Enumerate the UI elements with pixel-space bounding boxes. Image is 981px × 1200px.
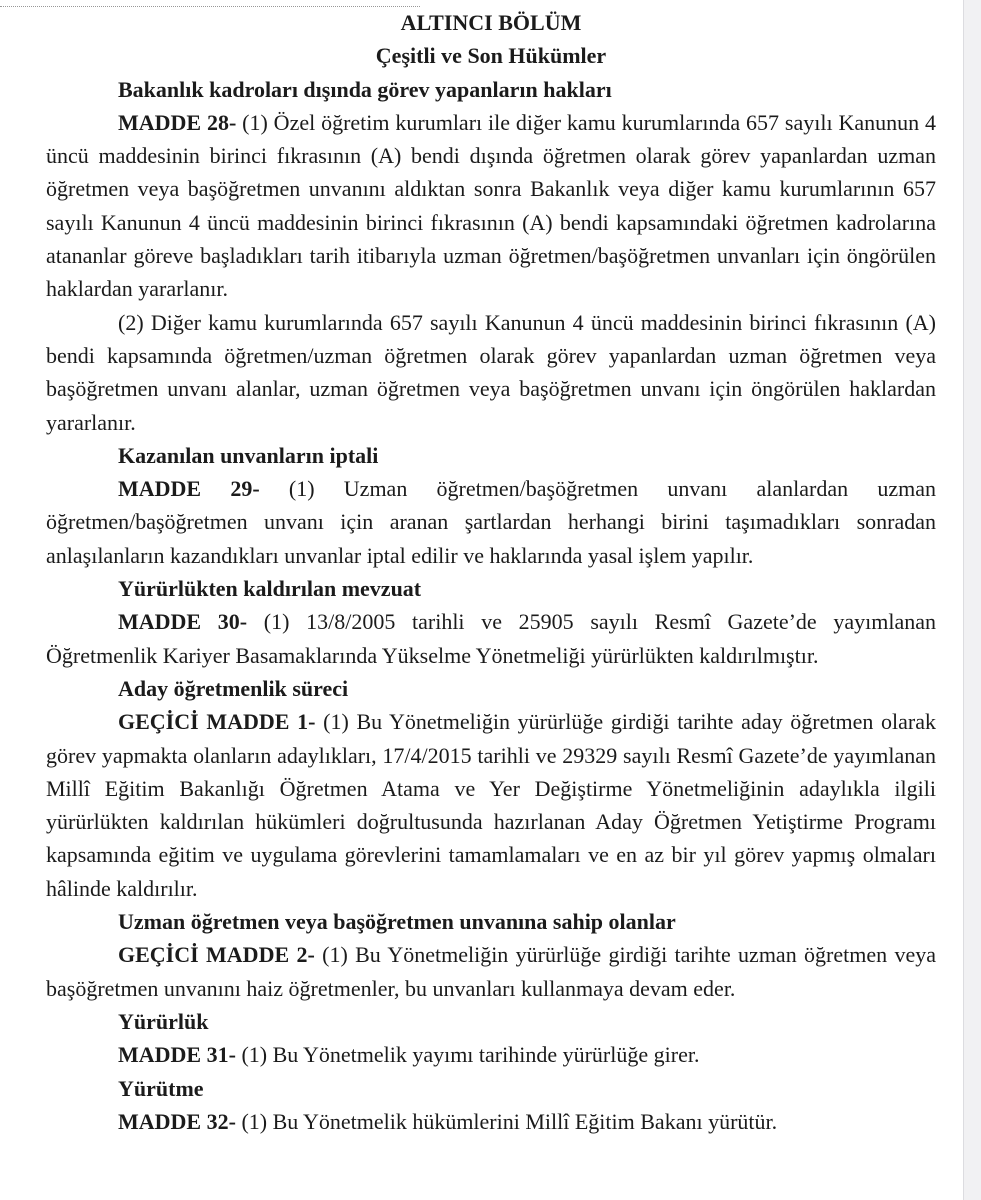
article-number: GEÇİCİ MADDE 2- bbox=[118, 942, 315, 968]
article-text: (1) Bu Yönetmelik hükümlerini Millî Eğitim Bakanı yürütür. bbox=[235, 1108, 778, 1134]
article-text: (1) Bu Yönetmelik yayımı tarihinde yürürlüğe girer. bbox=[235, 1042, 700, 1068]
article-text: (1) 13/8/2005 tarihli ve 25905 sayılı Resmî Gazete’de yayımlanan Öğretmenlik Kariyer Basamaklarında Yükselme Yönetmeliği yürürlükten kaldırılmıştır. bbox=[46, 609, 936, 668]
article-text: (1) Özel öğretim kurumları ile diğer kamu kurumlarında 657 sayılı Kanunun 4 üncü maddesinin birinci fıkrasının (A) bendi dışında öğretmen olarak görev yapanlardan uzman öğretmen veya başöğretmen unvanını aldıktan sonra Bakanlık veya diğer kamu kurumlarının 657 sayılı Kanunun 4 üncü maddesinin birinci fıkrasının (A) bendi kapsamındaki öğretmen kadrolarına atananlar göreve başladıkları tarih itibarıyla uzman öğretmen/başöğretmen unvanları için öngörülen haklardan yararlanır. bbox=[46, 109, 936, 302]
section-heading: Yürürlük bbox=[118, 1008, 209, 1034]
section-heading: Aday öğretmenlik süreci bbox=[118, 675, 349, 701]
article-paragraph bbox=[46, 1105, 936, 1138]
article-text: (1) Uzman öğretmen/başöğretmen unvanı alanlardan uzman öğretmen/başöğretmen unvanı için aranan şartlardan herhangi birini taşımadıkları sonradan anlaşılanların kazandıkları unvanlar iptal edilir ve haklarında yasal işlem yapılır. bbox=[46, 476, 936, 568]
document-content bbox=[46, 6, 936, 1138]
chapter-title: ALTINCI BÖLÜM bbox=[400, 10, 582, 35]
section-heading: Bakanlık kadroları dışında görev yapanların hakları bbox=[118, 76, 612, 102]
article-text: (2) Diğer kamu kurumlarında 657 sayılı Kanunun 4 üncü maddesinin birinci fıkrasının (A) bendi kapsamında öğretmen/uzman öğretmen olarak görev yapanlardan uzman öğretmen veya başöğretmen unvanı alanlar, uzman öğretmen veya başöğretmen unvanı için öngörülen haklardan yararlanır. bbox=[46, 309, 936, 435]
article-paragraph bbox=[46, 106, 936, 306]
section-heading: Uzman öğretmen veya başöğretmen unvanına sahip olanlar bbox=[118, 909, 676, 935]
article-number: MADDE 28- bbox=[118, 109, 237, 135]
article-paragraph bbox=[46, 306, 936, 439]
article-number: GEÇİCİ MADDE 1- bbox=[118, 709, 316, 735]
section-heading: Yürütme bbox=[118, 1075, 204, 1101]
article-number: MADDE 31- bbox=[118, 1042, 236, 1068]
article-paragraph bbox=[46, 1038, 936, 1071]
section-heading: Kazanılan unvanların iptali bbox=[118, 442, 379, 468]
article-paragraph bbox=[46, 938, 936, 1005]
article-number: MADDE 30- bbox=[118, 609, 248, 635]
article-number: MADDE 32- bbox=[118, 1108, 236, 1134]
article-number: MADDE 29- bbox=[118, 476, 260, 502]
article-text: (1) Bu Yönetmeliğin yürürlüğe girdiği tarihte uzman öğretmen veya başöğretmen unvanını haiz öğretmenler, bu unvanları kullanmaya devam eder. bbox=[46, 942, 936, 1001]
article-text: (1) Bu Yönetmeliğin yürürlüğe girdiği tarihte aday öğretmen olarak görev yapmakta olanların adaylıkları, 17/4/2015 tarihli ve 29329 sayılı Resmî Gazete’de yayımlanan Millî Eğitim Bakanlığı Öğretmen Atama ve Yer Değiştirme Yönetmeliğinin adaylıkla ilgili yürürlükten kaldırılan hükümleri doğrultusunda hazırlanan Aday Öğretmen Yetiştirme Programı kapsamında eğitim ve uygulama görevlerini tamamlamaları ve en az bir yıl görev yapmış olmaları hâlinde kaldırılır. bbox=[46, 709, 936, 901]
article-paragraph bbox=[46, 605, 936, 672]
chapter-subtitle: Çeşitli ve Son Hükümler bbox=[375, 43, 607, 69]
article-paragraph bbox=[46, 705, 936, 905]
article-paragraph bbox=[46, 472, 936, 572]
section-heading: Yürürlükten kaldırılan mevzuat bbox=[118, 576, 422, 602]
